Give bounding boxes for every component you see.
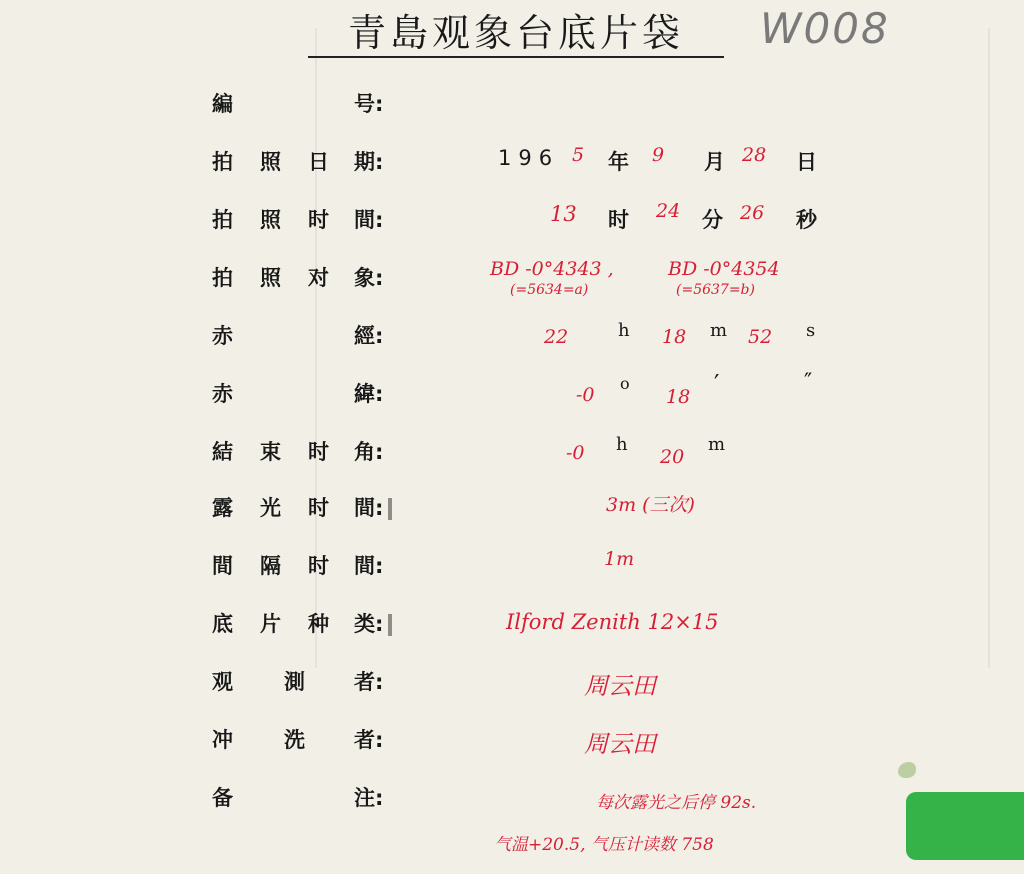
label-char: 間: <box>354 554 384 578</box>
label-char: 間 <box>212 554 233 578</box>
month-unit: 月 <box>704 150 725 174</box>
label-observer <box>212 666 388 702</box>
label-date <box>212 146 388 182</box>
ra-hour-unit: h <box>618 320 630 341</box>
label-char: 者: <box>354 670 384 694</box>
label-time <box>212 204 388 240</box>
hour-angle-minutes: 20 <box>660 446 685 468</box>
label-remarks <box>212 782 388 818</box>
label-char: 底 <box>212 612 233 636</box>
observer-value: 周云田 <box>584 672 656 700</box>
catalog-number: W008 <box>760 4 890 53</box>
label-char: 拍 <box>212 208 233 232</box>
label-char: 結 <box>212 440 233 464</box>
label-char: 束 <box>260 440 281 464</box>
title-underline <box>308 56 724 58</box>
dec-degrees: -0 <box>576 384 595 406</box>
year-last-digit: 5 <box>572 144 585 166</box>
label-char: 照 <box>260 150 281 174</box>
hour-angle-hours: -0 <box>566 442 585 464</box>
stain-mark <box>898 762 916 778</box>
dec-minutes: 18 <box>666 386 691 408</box>
ra-seconds: 52 <box>748 326 773 348</box>
object-a: BD -0°4343 , <box>490 258 614 280</box>
label-char: 露 <box>212 496 233 520</box>
label-char: 拍 <box>212 150 233 174</box>
label-char: 隔 <box>260 554 281 578</box>
remarks-line-2: 气温+20.5, 气压计读数 758 <box>494 835 714 855</box>
label-char: 备 <box>212 786 233 810</box>
label-char: 类: <box>354 612 384 636</box>
label-char: 赤 <box>212 324 233 348</box>
label-char: 照 <box>260 266 281 290</box>
label-char: 緯: <box>354 382 384 406</box>
label-char: 片 <box>260 612 281 636</box>
day-unit: 日 <box>796 150 817 174</box>
label-char: 时 <box>308 208 329 232</box>
dec-minute-unit: ′ <box>714 370 720 398</box>
label-char: 角: <box>354 440 384 464</box>
label-char: 赤 <box>212 382 233 406</box>
label-char: 拍 <box>212 266 233 290</box>
label-char: 观 <box>212 670 233 694</box>
label-char: 注: <box>354 786 384 810</box>
second-value: 26 <box>740 202 765 224</box>
ink-mark <box>388 498 392 520</box>
label-char: 者: <box>354 728 384 752</box>
object-b-note: (=5637=b) <box>676 282 755 298</box>
exposure-value: 3m (三次) <box>606 494 695 516</box>
label-end-hour-angle <box>212 436 388 472</box>
paper-crease <box>988 28 990 668</box>
label-char: 时 <box>308 554 329 578</box>
label-exposure <box>212 492 388 528</box>
ra-second-unit: s <box>806 320 816 341</box>
dec-second-unit: ″ <box>804 370 813 395</box>
label-char: 冲 <box>212 728 233 752</box>
label-char: 时 <box>308 496 329 520</box>
minute-value: 24 <box>656 200 681 222</box>
label-plate-type <box>212 608 388 644</box>
hour-unit: 时 <box>608 208 629 232</box>
label-char: 期: <box>354 150 384 174</box>
object-b: BD -0°4354 <box>668 258 780 280</box>
label-char: 間: <box>354 208 384 232</box>
label-char: 洗 <box>284 728 305 752</box>
year-prefix: 196 <box>498 146 560 170</box>
label-char: 时 <box>308 440 329 464</box>
label-ra <box>212 320 388 356</box>
object-a-note: (=5634=a) <box>510 282 589 298</box>
label-char: 日 <box>308 150 329 174</box>
label-char: 象: <box>354 266 384 290</box>
hour-value: 13 <box>550 202 577 226</box>
hour-angle-minute-unit: m <box>708 434 726 455</box>
label-char: 編 <box>212 92 233 116</box>
ink-mark <box>388 614 392 636</box>
label-char: 对 <box>308 266 329 290</box>
label-char: 光 <box>260 496 281 520</box>
label-object <box>212 262 388 298</box>
label-interval <box>212 550 388 586</box>
label-developer <box>212 724 388 760</box>
month-value: 9 <box>652 144 665 166</box>
developer-value: 周云田 <box>584 730 656 758</box>
minute-unit: 分 <box>702 208 723 232</box>
label-char: 照 <box>260 208 281 232</box>
dec-degree-unit: o <box>620 374 630 393</box>
year-unit: 年 <box>608 150 629 174</box>
ra-minute-unit: m <box>710 320 728 341</box>
label-char: 間: <box>354 496 384 520</box>
ra-hours: 22 <box>544 326 569 348</box>
second-unit: 秒 <box>796 208 817 232</box>
envelope-title: 青島观象台底片袋 <box>347 11 684 55</box>
remarks-line-1: 每次露光之后停 92s. <box>596 793 757 813</box>
hour-angle-hour-unit: h <box>616 434 628 455</box>
plate-type-value: Ilford Zenith 12×15 <box>506 610 719 634</box>
ra-minutes: 18 <box>662 326 687 348</box>
green-tab <box>906 792 1024 860</box>
day-value: 28 <box>742 144 767 166</box>
label-char: 号: <box>354 92 384 116</box>
label-char: 測 <box>284 670 305 694</box>
label-dec <box>212 378 388 414</box>
label-char: 种 <box>308 612 329 636</box>
label-serial <box>212 88 388 124</box>
label-char: 經: <box>354 324 384 348</box>
interval-value: 1m <box>604 548 635 570</box>
